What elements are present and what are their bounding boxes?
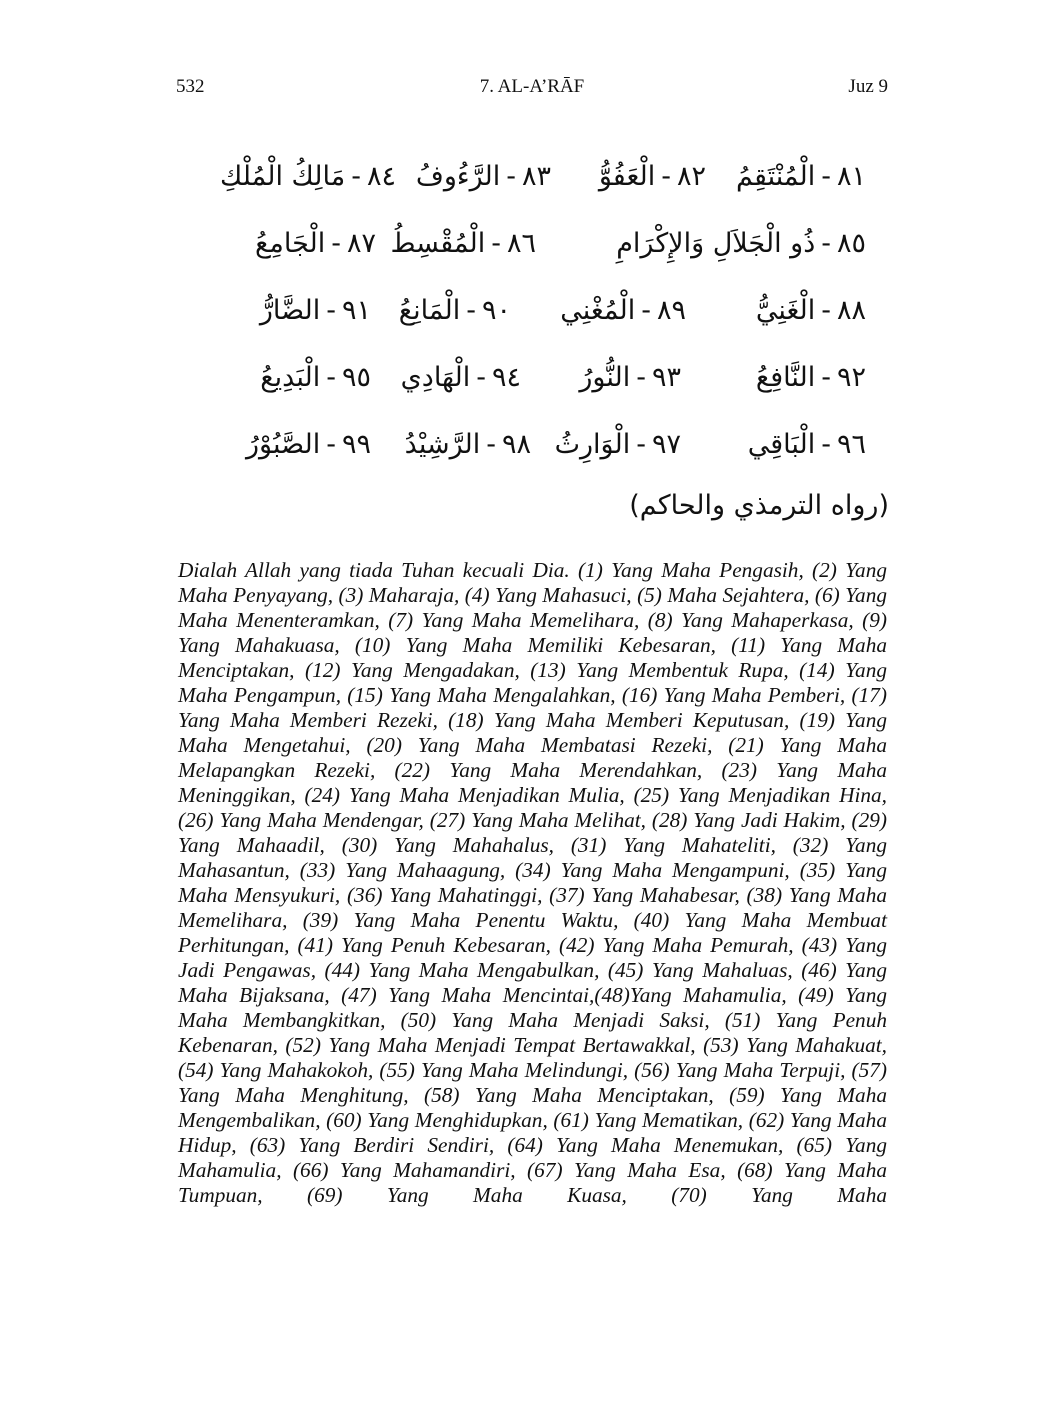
translation-line: Yang Maha Membatasi Rezeki, (21) Yang Maha Melapangkan Rezeki, (22) — [178, 733, 887, 782]
asmaul-husna-grid — [219, 150, 866, 485]
translation-line: Yang Mahaluas, (46) Yang Maha Bijaksana, (47) Yang Maha — [178, 958, 887, 1007]
translation-line: (65) Yang Mahamulia, (66) Yang Mahamandiri, (67) Yang Maha Esa, (68) — [178, 1133, 887, 1182]
name-item: ٩٤-الْهَادِي — [400, 362, 521, 393]
names-row — [236, 284, 866, 351]
translation-line: (55) Yang Maha Melindungi, (56) Yang Maha Terpuji, (57) Yang Maha — [178, 1058, 888, 1107]
name-item: ٩٧-الْوَارِثُ — [554, 429, 681, 460]
translation-line: Menghitung, (58) Yang Maha Menciptakan, (59) Yang Maha — [300, 1083, 887, 1107]
translation-line: Yang Maha Hidup, (63) Yang Berdiri Sendiri, (64) Yang Maha Menemukan, — [178, 1108, 887, 1157]
name-item: ٩١-الضَّارُّ — [259, 295, 371, 326]
name-item: ٨٦-الْمُقْسِطُ — [390, 228, 536, 259]
names-row — [236, 217, 866, 284]
name-item: ٨٤-مَالِكُ الْمُلْكِ — [219, 161, 396, 192]
name-item: ٩٢-النَّافِعُ — [755, 362, 866, 393]
translation-paragraph — [178, 558, 887, 1208]
translation-line: Menjadi Tempat Bertawakkal, (53) Yang Mahakuat, (54) Yang Mahakokoh, — [178, 1033, 887, 1082]
translation-line: Yang Membentuk Rupa, (14) Yang Maha Pengampun, (15) Yang Maha — [178, 658, 887, 707]
translation-line: Kebesaran, (11) Yang Maha Menciptakan, (12) Yang Mengadakan, (13) — [178, 633, 887, 682]
translation-line: Mengembalikan, (60) Yang Menghidupkan, (61) Yang Mematikan, (62) — [178, 1108, 785, 1132]
translation-line: Yang Maha Merendahkan, (23) Yang Maha Meninggikan, (24) Yang Maha — [178, 758, 888, 807]
name-item: ٨٣-الرَّءُوفُ — [415, 161, 551, 192]
translation-line: (18) Yang Maha Memberi Keputusan, (19) Yang Maha Mengetahui, (20) — [178, 708, 887, 757]
name-item: ٩٣-النُّورُ — [579, 362, 681, 393]
translation-line: Yang Mahaperkasa, (9) Yang Mahakuasa, (10) Yang Maha Memiliki — [178, 608, 887, 657]
surah-title: 7. AL-A’RĀF — [479, 76, 585, 97]
translation-line: Pemurah, (43) Yang Jadi Pengawas, (44) Yang Maha Mengabulkan, (45) — [178, 933, 887, 982]
translation-line: Mengalahkan, (16) Yang Maha Pemberi, (17) Yang Maha Memberi Rezeki, — [178, 683, 887, 732]
juz-label: Juz 9 — [848, 76, 888, 97]
name-item: ٨٩-الْمُغْنِي — [560, 295, 686, 326]
translation-line: Membuat Perhitungan, (41) Yang Penuh Kebesaran, (42) Yang Maha — [178, 908, 887, 957]
translation-line: Dialah Allah yang tiada Tuhan kecuali Dia. (1) Yang Maha Pengasih, (2) — [178, 558, 837, 582]
name-item: ٨٨-الْغَنِيُّ — [755, 295, 866, 326]
name-item: ٨٧-الْجَامِعُ — [255, 228, 376, 259]
translation-line: Mencintai,(48)Yang Mahamulia, (49) Yang Maha Membangkitkan, (50) — [178, 983, 887, 1032]
name-item: ٩٥-الْبَدِيعُ — [260, 362, 371, 393]
translation-line: Yang Maha Menjadi Saksi, (51) Yang Penuh Kebenaran, (52) Yang Maha — [178, 1008, 887, 1057]
names-row — [236, 418, 866, 485]
name-item: ٨١-الْمُنْتَقِمُ — [735, 161, 866, 192]
names-row — [219, 150, 866, 217]
page-number: 532 — [176, 76, 205, 97]
translation-line: Mahaadil, (30) Yang Mahahalus, (31) Yang Mahateliti, (32) Yang — [236, 833, 887, 857]
name-item: ٩٦-الْبَاقِي — [747, 429, 866, 460]
name-item: ٩٠-الْمَانِعُ — [398, 295, 511, 326]
translation-line: Sejahtera, (6) Yang Maha Menenteramkan, (7) Yang Maha Memelihara, (8) — [178, 583, 888, 632]
translation-line: Mendengar, (27) Yang Maha Melihat, (28) Yang Jadi Hakim, (29) Yang — [178, 808, 888, 857]
name-item: ٨٥-ذُو الْجَلاَلِ وَالإِكْرَامِ — [616, 228, 866, 259]
hadith-narrator: (رواه الترمذي والحاكم) — [629, 490, 889, 521]
name-item: ٩٩-الصَّبُوْرُ — [245, 429, 371, 460]
translation-line: Yang Maha Tumpuan, (69) Yang Maha Kuasa, (70) Yang Maha — [178, 1158, 887, 1207]
translation-line: Yang Maha Memelihara, (39) Yang Maha Penentu Waktu, (40) Yang Maha — [178, 883, 887, 932]
translation-line: Yang Maha Mensyukuri, (36) Yang Mahatinggi, (37) Yang Mahabesar, (38) — [178, 858, 887, 907]
translation-line: Mahasantun, (33) Yang Mahaagung, (34) Yang Maha Mengampuni, (35) — [178, 858, 836, 882]
page-header — [176, 76, 888, 102]
translation-line: Menjadikan Mulia, (25) Yang Menjadikan Hina, (26) Yang Maha — [178, 783, 887, 832]
name-item: ٩٨-الرَّشِيْدُ — [404, 429, 531, 460]
name-item: ٨٢-الْعَفُوُّ — [598, 161, 706, 192]
translation-line: Yang Maha Penyayang, (3) Maharaja, (4) Yang Mahasuci, (5) Maha — [178, 558, 887, 607]
names-row — [236, 351, 866, 418]
